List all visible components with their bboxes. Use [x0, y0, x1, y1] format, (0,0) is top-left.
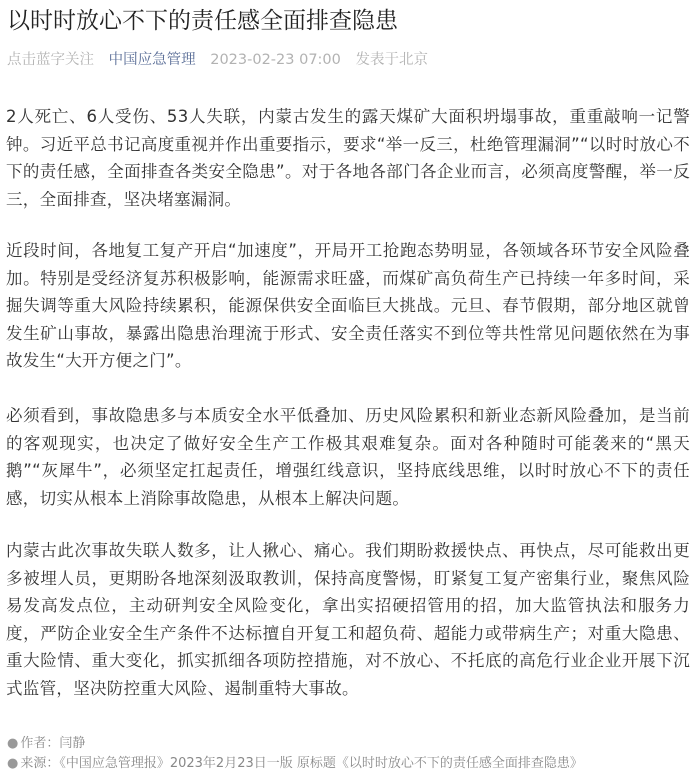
source-text: 来源：《中国应急管理报》2023年2月23日一版 原标题《以时时放心不下的责任感全面排查隐患》	[20, 756, 583, 771]
paragraph-1: 2人死亡、6人受伤、53人失联，内蒙古发生的露天煤矿大面积坍塌事故，重重敲响一记警钟。习近平总书记高度重视并作出重要指示，要求“举一反三，杜绝管理漏洞”“以时时放心不下的责任感，全面排查各类安全隐患”。对于各地各部门各企业而言，必须高度警醒，举一反三，全面排查，坚决堵塞漏洞。	[6, 107, 690, 209]
bullet-dot-icon: ●	[7, 756, 19, 771]
source-line	[7, 755, 583, 773]
publish-location: 发表于北京	[355, 52, 428, 68]
author-text: 作者：闫静	[20, 736, 86, 751]
paragraph-2: 近段时间，各地复工复产开启“加速度”，开局开工抢跑态势明显，各领域各环节安全风险叠加。特别是受经济复苏积极影响，能源需求旺盛，而煤矿高负荷生产已持续一年多时间，采掘失调等重大风险持续累积，能源保供安全面临巨大挑战。元旦、春节假期，部分地区就曾发生矿山事故，暴露出隐患治理流于形式、安全责任落实不到位等共性常见问题依然在为事故发生“大开方便之门”。	[6, 241, 690, 370]
author-line	[7, 735, 85, 753]
paragraph-4: 内蒙古此次事故失联人数多，让人揪心、痛心。我们期盼救援快点、再快点，尽可能救出更多被埋人员，更期盼各地深刻汲取教训，保持高度警惕，盯紧复工复产密集行业，聚焦风险易发高发点位，主动研判安全风险变化，拿出实招硬招管用的招，加大监管执法和服务力度，严防企业安全生产条件不达标擅自开复工和超负荷、超能力或带病生产；对重大隐患、重大险情、重大变化，抓实抓细各项防控措施，对不放心、不托底的高危行业企业开展下沉式监管，坚决防控重大风险、遏制重特大事故。	[6, 541, 690, 698]
account-name-link[interactable]: 中国应急管理	[108, 52, 196, 68]
article-meta	[7, 50, 438, 70]
publish-datetime: 2023-02-23 07:00	[210, 52, 341, 68]
bullet-dot-icon: ●	[7, 736, 19, 751]
article-title: 以时时放心不下的责任感全面排查隐患	[7, 8, 398, 34]
follow-prompt[interactable]: 点击蓝字关注	[7, 52, 94, 68]
paragraph-3: 必须看到，事故隐患多与本质安全水平低叠加、历史风险累积和新业态新风险叠加，是当前的客观现实，也决定了做好安全生产工作极其艰难复杂。面对各种随时可能袭来的“黑天鹅”“灰犀牛”，必须坚定扛起责任，增强红线意识，坚持底线思维，以时时放心不下的责任感，切实从根本上消除事故隐患，从根本上解决问题。	[6, 406, 690, 508]
